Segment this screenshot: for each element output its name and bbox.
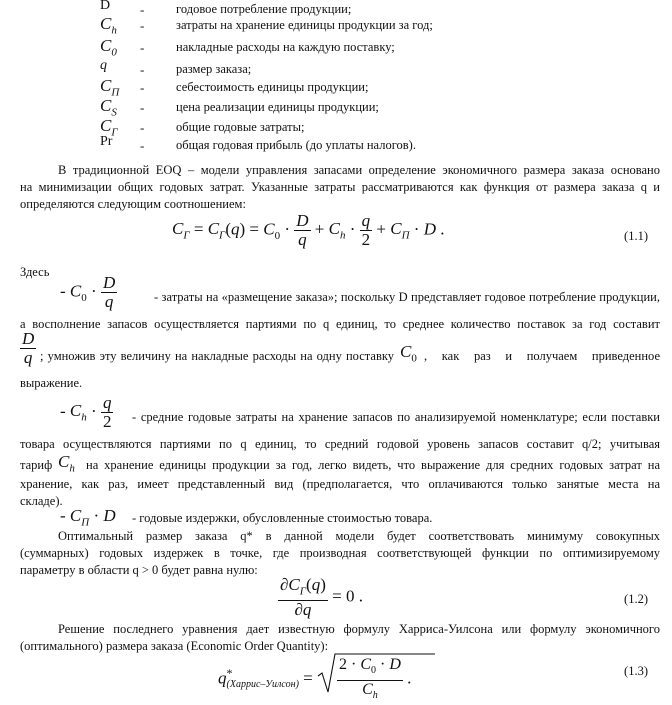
bullet-3-formula: - $C_П \cdot D$ xyxy=(60,506,116,529)
paragraph-line: ; умножив эту величину на накладные расходы на одну поставку xyxy=(40,349,394,363)
paragraph-line: выражение. xyxy=(20,376,83,390)
bullet-2-text: - средние годовые затраты на хранение запасов по анализируемой номенклатуре; если поставки xyxy=(132,410,660,424)
definition-text: годовое потребление продукции; xyxy=(176,2,352,16)
definition-symbol: $C_Г$ xyxy=(100,116,118,139)
definition-text: общие годовые затраты; xyxy=(176,120,305,134)
definition-text: общая годовая прибыль (до уплаты налогов). xyxy=(176,138,416,152)
definition-symbol: $C_0$ xyxy=(100,36,117,59)
bullet-1-text: - затраты на «размещение заказа»; поскольку D представляет годовое потребление продукции, xyxy=(154,290,660,304)
equation-number: (1.1) xyxy=(624,229,648,243)
paragraph-line: на хранение единицы продукции за год, легко видеть, что выражение для средних годовых затрат на xyxy=(86,458,660,472)
paragraph-line: параметру в области q > 0 будет равна нулю: xyxy=(20,563,258,577)
definition-dash: - xyxy=(140,40,145,55)
definition-text: размер заказа; xyxy=(176,62,252,76)
equation-1-3: q * (Харрис–Уилсон) = $\frac{2 \cdot C_0 \cdot D}{C_h}$ . xyxy=(218,652,411,705)
definition-dash: - xyxy=(140,120,145,135)
paragraph-line: определяются следующим соотношением: xyxy=(20,197,246,211)
square-root: $\frac{2 \cdot C_0 \cdot D}{C_h}$ xyxy=(317,652,403,705)
definition-dash: - xyxy=(140,100,145,115)
definition-text: затраты на хранение единицы продукции за год; xyxy=(176,18,433,32)
bullet-2-formula: - $C_h$ · $\frac{q}{2}$ xyxy=(60,393,112,431)
fraction-d-q: $\frac{D}{q}$ xyxy=(22,329,35,367)
definition-symbol: q xyxy=(100,58,107,73)
definition-text: накладные расходы на каждую поставку; xyxy=(176,40,395,54)
paragraph-line: складе). xyxy=(20,494,63,508)
paragraph-line: товара осуществляются партиями по q единиц, то средний годовой уровень запасов составит q/2; учитывая xyxy=(20,437,660,451)
equation-1-2: $\frac{\partial C_Г(q)}{\partial q}$ = 0 . xyxy=(280,575,363,620)
equation-number: (1.2) xyxy=(624,592,648,606)
paragraph-line: (оптимального) размера заказа (Economic Order Quantity): xyxy=(20,639,329,653)
paragraph-line: Оптимальный размер заказа q* в данной модели будет соответствовать минимуму совокупных xyxy=(58,529,660,543)
here-label: Здесь xyxy=(20,265,50,279)
definition-text: цена реализации единицы продукции; xyxy=(176,100,379,114)
definition-symbol: Pr xyxy=(100,134,113,149)
definition-dash: - xyxy=(140,18,145,33)
paragraph-line: В традиционной EOQ – модели управления запасами определение экономичного размера заказа основано xyxy=(58,163,660,177)
symbol-c0: $C_0$ xyxy=(400,342,417,365)
paragraph-line: хранение, как раз, имеет представленный вид (предполагается, что оплачиваются только занятые места на xyxy=(20,477,660,491)
paragraph-line: а восполнение запасов осуществляется партиями по q единиц, то среднее количество поставок за год составит xyxy=(20,317,660,331)
bullet-1-formula: - $C_0$ · $\frac{D}{q}$ xyxy=(60,273,116,311)
definition-dash: - xyxy=(140,138,145,153)
definition-symbol: $C_П$ xyxy=(100,76,120,99)
equation-1-1: $C_Г = C_Г(q) = C_0$ · $\frac{D}{q}$ + $C_h$ · $\frac{q}{2}$ + $C_П \cdot D$ . xyxy=(172,211,445,249)
paragraph-line: , как раз и получаем приведенное xyxy=(424,349,660,363)
paragraph-line: тариф xyxy=(20,458,53,472)
definition-symbol: $C_S$ xyxy=(100,96,117,119)
paragraph-line: (суммарных) годовых издержек в точке, где производная соответствующей функции по оптимизируемому xyxy=(20,546,660,560)
definition-symbol: $C_h$ xyxy=(100,14,117,37)
equation-number: (1.3) xyxy=(624,664,648,678)
definition-dash: - xyxy=(140,62,145,77)
symbol-ch: $C_h$ xyxy=(58,452,75,475)
paragraph-line: Решение последнего уравнения дает известную формулу Харриса-Уилсона или формулу экономичного xyxy=(58,622,660,636)
definition-text: себестоимость единицы продукции; xyxy=(176,80,369,94)
definition-dash: - xyxy=(140,80,145,95)
definition-dash: - xyxy=(140,2,145,17)
paragraph-line: на минимизации общих годовых затрат. Указанные затраты рассматриваются как функция от размера заказа q и xyxy=(20,180,660,194)
definition-symbol: D xyxy=(100,0,111,13)
equation-subscript: (Харрис–Уилсон) xyxy=(226,678,299,690)
bullet-3-text: - годовые издержки, обусловленные стоимостью товара. xyxy=(132,511,433,525)
